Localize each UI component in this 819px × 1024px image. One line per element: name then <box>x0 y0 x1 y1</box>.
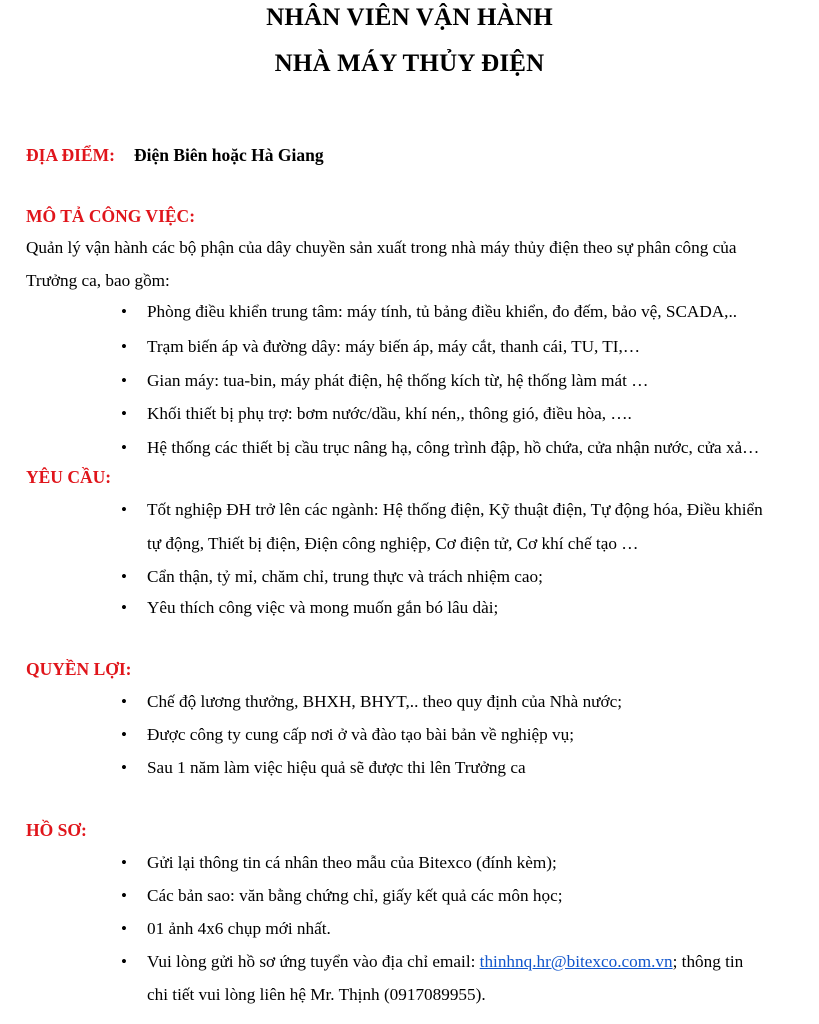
document-item-text: Các bản sao: văn bằng chứng chỉ, giấy kết quả các môn học; <box>147 886 563 905</box>
requirements-label: YÊU CẦU: <box>26 467 112 487</box>
contact-suffix: ; thông tin <box>672 952 744 971</box>
location-label: ĐỊA ĐIỂM: <box>26 145 115 165</box>
bullet-icon: • <box>121 725 127 744</box>
requirement-item-text: Tốt nghiệp ĐH trở lên các ngành: Hệ thống điện, Kỹ thuật điện, Tự động hóa, Điều khiển <box>147 500 763 519</box>
contact-item-text <box>147 952 743 972</box>
bullet-icon: • <box>121 758 127 777</box>
document-item-text: Gửi lại thông tin cá nhân theo mẫu của Bitexco (đính kèm); <box>147 853 557 872</box>
description-label: MÔ TẢ CÔNG VIỆC: <box>26 206 196 226</box>
bullet-icon: • <box>121 302 127 321</box>
bullet-icon: • <box>121 598 127 617</box>
description-item-text: Phòng điều khiển trung tâm: máy tính, tủ bảng điều khiển, đo đếm, bảo vệ, SCADA,.. <box>147 302 738 321</box>
description-intro-line1: Quản lý vận hành các bộ phận của dây chuyền sản xuất trong nhà máy thủy điện theo sự phân công của <box>26 238 737 257</box>
contact-prefix: Vui lòng gửi hồ sơ ứng tuyển vào địa chỉ email: <box>147 952 480 971</box>
bullet-icon: • <box>121 371 127 390</box>
bullet-icon: • <box>121 404 127 423</box>
description-intro-line2: Trưởng ca, bao gồm: <box>26 271 170 290</box>
description-item-text: Hệ thống các thiết bị cầu trục nâng hạ, công trình đập, hồ chứa, cửa nhận nước, cửa xả… <box>147 438 760 457</box>
requirement-item-text: Cẩn thận, tỷ mỉ, chăm chỉ, trung thực và trách nhiệm cao; <box>147 567 543 586</box>
documents-label: HỒ SƠ: <box>26 820 87 840</box>
requirement-item-text: Yêu thích công việc và mong muốn gắn bó lâu dài; <box>147 598 499 617</box>
bullet-icon: • <box>121 952 127 971</box>
benefit-item-text: Chế độ lương thưởng, BHXH, BHYT,.. theo quy định của Nhà nước; <box>147 692 622 711</box>
description-item-text: Trạm biến áp và đường dây: máy biến áp, máy cắt, thanh cái, TU, TI,… <box>147 337 641 356</box>
requirement-item-text-cont: tự động, Thiết bị điện, Điện công nghiệp, Cơ điện tử, Cơ khí chế tạo … <box>147 534 639 553</box>
document-item-text: 01 ảnh 4x6 chụp mới nhất. <box>147 919 331 938</box>
bullet-icon: • <box>121 692 127 711</box>
description-item-text: Khối thiết bị phụ trợ: bơm nước/dầu, khí nén,, thông gió, điều hòa, …. <box>147 404 632 423</box>
bullet-icon: • <box>121 853 127 872</box>
contact-email-link[interactable]: thinhnq.hr@bitexco.com.vn <box>479 952 673 971</box>
location-value: Điện Biên hoặc Hà Giang <box>134 145 324 165</box>
bullet-icon: • <box>121 438 127 457</box>
page-title-line1: NHÂN VIÊN VẬN HÀNH <box>266 4 553 31</box>
benefit-item-text: Sau 1 năm làm việc hiệu quả sẽ được thi lên Trưởng ca <box>147 758 526 777</box>
benefits-label: QUYỀN LỢI: <box>26 659 132 679</box>
bullet-icon: • <box>121 337 127 356</box>
bullet-icon: • <box>121 500 127 519</box>
bullet-icon: • <box>121 886 127 905</box>
bullet-icon: • <box>121 919 127 938</box>
contact-item-text-cont: chi tiết vui lòng liên hệ Mr. Thịnh (0917089955). <box>147 985 486 1004</box>
benefit-item-text: Được công ty cung cấp nơi ở và đào tạo bài bản về nghiệp vụ; <box>147 725 575 744</box>
page-title-line2: NHÀ MÁY THỦY ĐIỆN <box>274 50 545 77</box>
description-item-text: Gian máy: tua-bin, máy phát điện, hệ thống kích từ, hệ thống làm mát … <box>147 371 649 390</box>
bullet-icon: • <box>121 567 127 586</box>
